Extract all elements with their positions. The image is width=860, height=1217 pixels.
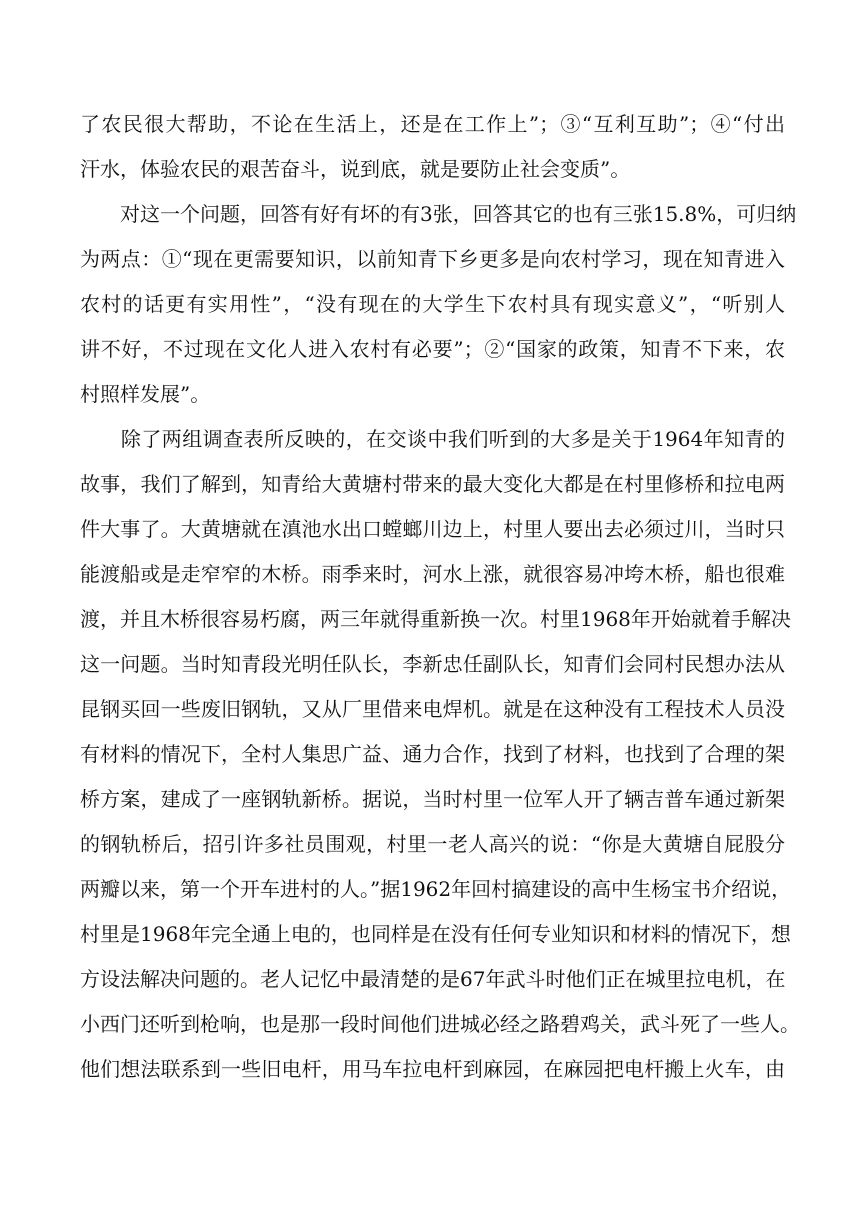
paragraph-line: 两瓣以来，第一个开车进村的人。”据1962年回村搞建设的高中生杨宝书介绍说， <box>80 877 792 901</box>
paragraph-line: 渡，并且木桥很容易朽腐，两三年就得重新换一次。村里1968年开始就着手解决 <box>80 607 791 631</box>
paragraph-line: 昆钢买回一些废旧钢轨，又从厂里借来电焊机。就是在这种没有工程技术人员没 <box>80 697 785 721</box>
paragraph-line: 农村的话更有实用性”，“没有现在的大学生下农村具有现实意义”，“听别人 <box>80 292 785 316</box>
paragraph-line: 汗水，体验农民的艰苦奋斗，说到底，就是要防止社会变质”。 <box>80 157 631 181</box>
paragraph-line: 故事，我们了解到，知青给大黄塘村带来的最大变化大都是在村里修桥和拉电两 <box>80 472 785 496</box>
paragraph-line: 他们想法联系到一些旧电杆，用马车拉电杆到麻园，在麻园把电杆搬上火车，由 <box>80 1057 785 1081</box>
paragraph-line: 方设法解决问题的。老人记忆中最清楚的是67年武斗时他们正在城里拉电机，在 <box>80 967 786 991</box>
paragraph-line: 为两点：①“现在更需要知识，以前知青下乡更多是向农村学习，现在知青进入 <box>80 247 785 271</box>
paragraph-line: 村里是1968年完全通上电的，也同样是在没有任何专业知识和材料的情况下，想 <box>80 922 791 946</box>
paragraph-line: 件大事了。大黄塘就在滇池水出口螳螂川边上，村里人要出去必须过川，当时只 <box>80 517 785 541</box>
paragraph-line: 除了两组调查表所反映的，在交谈中我们听到的大多是关于1964年知青的 <box>80 427 785 451</box>
paragraph-line: 村照样发展”。 <box>80 382 211 406</box>
paragraph-line: 的钢轨桥后，招引许多社员围观，村里一老人高兴的说：“你是大黄塘自屁股分 <box>80 832 785 856</box>
paragraph-line: 了农民很大帮助，不论在生活上，还是在工作上”；③“互利互助”；④“付出 <box>80 112 785 136</box>
paragraph-line: 有材料的情况下，全村人集思广益、通力合作，找到了材料，也找到了合理的架 <box>80 742 785 766</box>
paragraph-line: 讲不好，不过现在文化人进入农村有必要”；②“国家的政策，知青不下来，农 <box>80 337 785 361</box>
paragraph-line: 对这一个问题，回答有好有坏的有3张，回答其它的也有三张15.8%，可归纳 <box>80 202 797 226</box>
paragraph-line: 桥方案，建成了一座钢轨新桥。据说，当时村里一位军人开了辆吉普车通过新架 <box>80 787 785 811</box>
paragraph-line: 能渡船或是走窄窄的木桥。雨季来时，河水上涨，就很容易冲垮木桥，船也很难 <box>80 562 785 586</box>
paragraph-line: 小西门还听到枪响，也是那一段时间他们进城必经之路碧鸡关，武斗死了一些人。 <box>80 1012 800 1036</box>
paragraph-line: 这一问题。当时知青段光明任队长，李新忠任副队长，知青们会同村民想办法从 <box>80 652 785 676</box>
paragraph-2 <box>80 192 797 417</box>
paragraph-1 <box>80 102 785 192</box>
paragraph-3 <box>80 417 800 1092</box>
